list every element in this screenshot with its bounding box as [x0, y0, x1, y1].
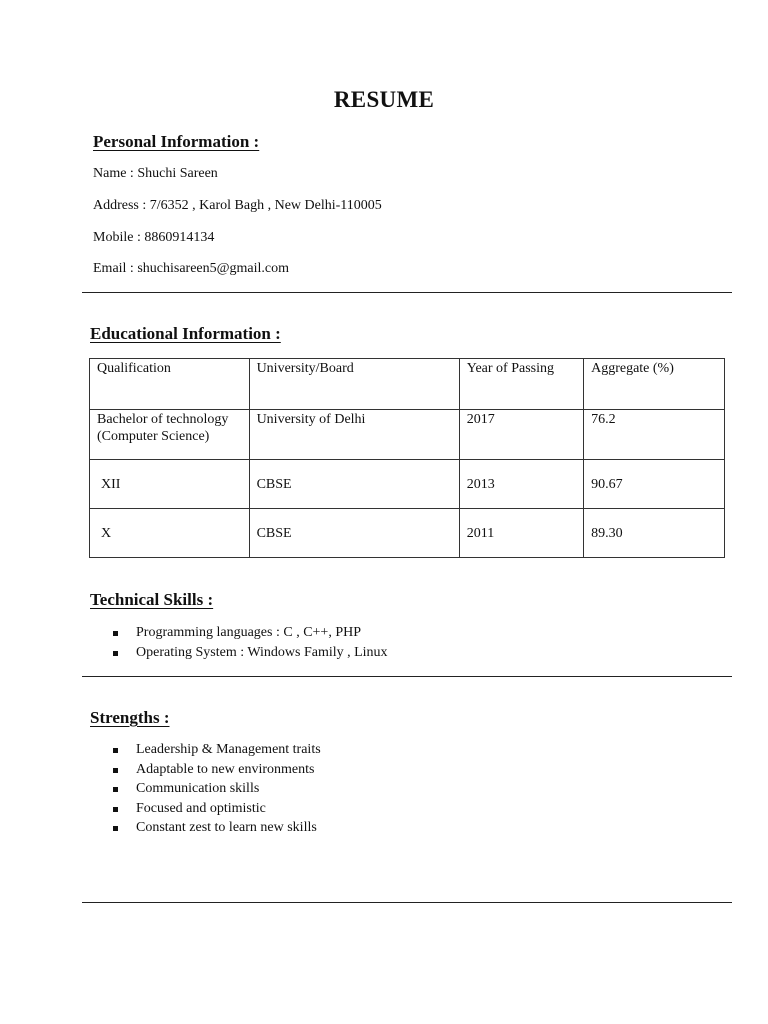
list-item: [110, 779, 321, 799]
year-cell: 2011: [459, 509, 583, 558]
section-divider: [82, 902, 732, 903]
strength-text: Leadership & Management traits: [136, 742, 321, 757]
year-cell: 2013: [459, 460, 583, 509]
skill-text: Programming languages : C , C++, PHP: [136, 625, 362, 640]
name-line: Name : Shuchi Sareen: [93, 166, 218, 181]
mobile-line: Mobile : 8860914134: [93, 230, 215, 245]
strength-text: Focused and optimistic: [136, 800, 266, 816]
qualification-line: (Computer Science): [97, 429, 210, 444]
board-cell: CBSE: [249, 460, 459, 509]
bullet-icon: [113, 787, 118, 792]
technical-skills-heading: Technical Skills :: [90, 590, 214, 609]
qualification-cell: [90, 410, 250, 460]
list-item: [110, 740, 321, 760]
aggregate-cell: 89.30: [584, 509, 725, 558]
qualification-line: Bachelor of technology: [97, 412, 229, 427]
strengths-heading: Strengths :: [90, 708, 170, 727]
list-item: [110, 623, 388, 643]
technical-skills-list: [110, 623, 388, 662]
aggregate-cell: 76.2: [584, 410, 725, 460]
board-cell: CBSE: [249, 509, 459, 558]
qualification-cell: X: [90, 509, 250, 558]
skill-text: Operating System : Windows Family , Linux: [136, 644, 388, 660]
education-heading: Educational Information :: [90, 324, 281, 343]
strengths-list: [110, 740, 321, 838]
bullet-icon: [113, 631, 118, 636]
qualification-cell: XII: [90, 460, 250, 509]
bullet-icon: [113, 748, 118, 753]
resume-title: RESUME: [333, 87, 435, 112]
header-university-board: University/Board: [249, 359, 459, 410]
bullet-icon: [113, 651, 118, 656]
header-aggregate: Aggregate (%): [584, 359, 725, 410]
board-cell: University of Delhi: [249, 410, 459, 460]
section-divider: [82, 292, 732, 293]
section-divider: [82, 676, 732, 677]
strength-text: Communication skills: [136, 781, 260, 796]
header-qualification: Qualification: [90, 359, 250, 410]
list-item: [110, 818, 321, 838]
table-row: [90, 509, 725, 558]
list-item: [110, 799, 321, 819]
bullet-icon: [113, 807, 118, 812]
personal-info-heading: Personal Information :: [93, 132, 260, 151]
table-header-row: [90, 359, 725, 410]
strength-text: Constant zest to learn new skills: [136, 820, 317, 835]
header-year-of-passing: Year of Passing: [459, 359, 583, 410]
table-row: [90, 410, 725, 460]
list-item: [110, 643, 388, 663]
email-line: Email : shuchisareen5@gmail.com: [93, 261, 290, 276]
aggregate-cell: 90.67: [584, 460, 725, 509]
bullet-icon: [113, 826, 118, 831]
strength-text: Adaptable to new environments: [136, 761, 315, 777]
bullet-icon: [113, 768, 118, 773]
table-row: [90, 460, 725, 509]
address-line: Address : 7/6352 , Karol Bagh , New Delhi-110005: [93, 198, 382, 213]
year-cell: 2017: [459, 410, 583, 460]
education-table: [89, 358, 725, 558]
list-item: [110, 760, 321, 780]
